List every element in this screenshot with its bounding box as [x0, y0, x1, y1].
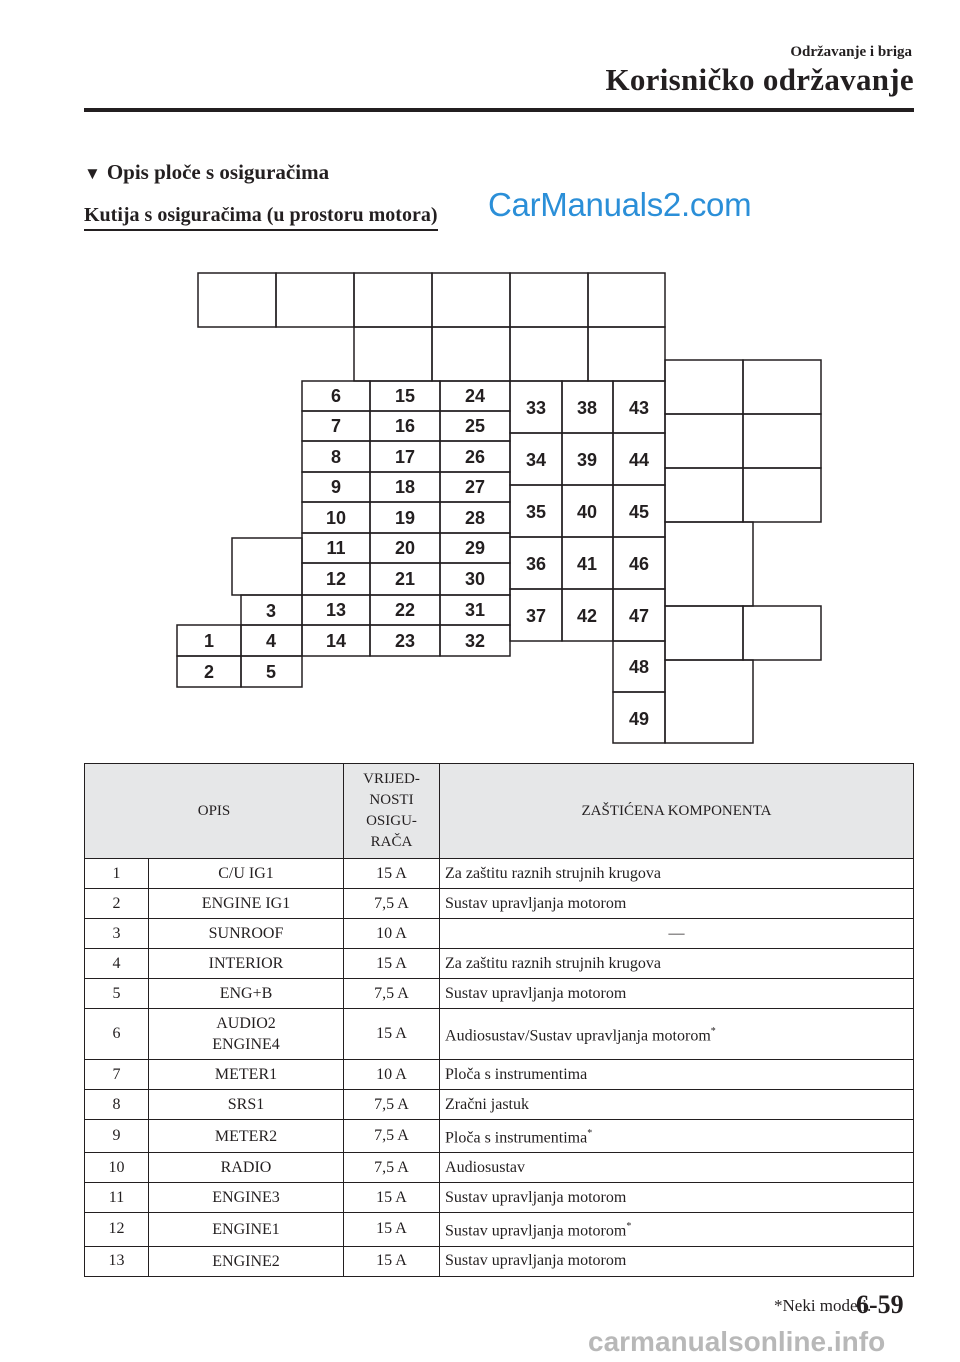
fuse-rating-cell: 15 A — [344, 1213, 440, 1246]
fuse-label: 24 — [464, 386, 486, 406]
protected-component-text: Ploča s instrumentima — [445, 1129, 588, 1147]
fuse-number-cell: 13 — [85, 1246, 149, 1276]
fuse-name-cell: SRS1 — [149, 1090, 344, 1120]
fuse-label: 10 — [325, 508, 347, 528]
fuse-label: 26 — [464, 447, 486, 467]
fuse-label: 20 — [394, 538, 416, 558]
table-row — [85, 1183, 914, 1213]
fuse-label: 22 — [394, 600, 416, 620]
protected-component-cell — [440, 889, 914, 919]
protected-component-cell — [440, 1246, 914, 1276]
fuse-label: 36 — [525, 554, 547, 574]
fuse-label: 47 — [628, 606, 650, 626]
table-row — [85, 1153, 914, 1183]
fuse-label: 1 — [203, 631, 215, 651]
table-row — [85, 1009, 914, 1060]
protected-component-text: Audiosustav/Sustav upravljanja motorom — [445, 1027, 711, 1045]
protected-component-cell — [440, 1153, 914, 1183]
table-row — [85, 1060, 914, 1090]
table-row — [85, 949, 914, 979]
fuse-label: 21 — [394, 569, 416, 589]
table-header-komponenta: ZAŠTIĆENA KOMPONENTA — [440, 764, 914, 859]
fuse-label: 43 — [628, 398, 650, 418]
fuse-number-cell: 12 — [85, 1213, 149, 1246]
fuse-label: 33 — [525, 398, 547, 418]
fuse-label: 13 — [325, 600, 347, 620]
fuse-name-cell: ENGINE2 — [149, 1246, 344, 1276]
fuse-label: 7 — [330, 416, 342, 436]
protected-component-text: Zračni jastuk — [445, 1095, 529, 1113]
protected-component-text: Sustav upravljanja motorom — [445, 894, 627, 912]
fuse-name-cell: SUNROOF — [149, 919, 344, 949]
fuse-number-cell: 11 — [85, 1183, 149, 1213]
fuse-label: 40 — [576, 502, 598, 522]
protected-component-cell — [440, 1120, 914, 1153]
table-row — [85, 1246, 914, 1276]
protected-component-cell — [440, 979, 914, 1009]
fuse-number-cell: 4 — [85, 949, 149, 979]
fuse-number-cell: 5 — [85, 979, 149, 1009]
table-row — [85, 1213, 914, 1246]
fuse-rating-cell: 7,5 A — [344, 1090, 440, 1120]
fuse-label: 2 — [203, 662, 215, 682]
protected-component-cell — [440, 1183, 914, 1213]
protected-component-text: — — [668, 924, 685, 942]
protected-component-cell — [440, 949, 914, 979]
table-header-vrijednost: VRIJED- NOSTI OSIGU- RAČA — [344, 764, 440, 859]
table-header-row — [85, 764, 914, 859]
fuse-name-cell: AUDIO2 ENGINE4 — [149, 1009, 344, 1060]
fuse-label: 48 — [628, 657, 650, 677]
fuse-rating-cell: 15 A — [344, 1009, 440, 1060]
protected-component-text: Audiosustav — [445, 1158, 526, 1176]
fuse-name-cell: METER2 — [149, 1120, 344, 1153]
protected-component-text: Sustav upravljanja motorom — [445, 984, 627, 1002]
protected-component-cell — [440, 1213, 914, 1246]
fuse-name-cell: ENGINE3 — [149, 1183, 344, 1213]
fuse-name-cell: RADIO — [149, 1153, 344, 1183]
fuse-label: 4 — [265, 631, 277, 651]
table-row — [85, 889, 914, 919]
fuse-rating-cell: 15 A — [344, 859, 440, 889]
fuse-label: 29 — [464, 538, 486, 558]
fuse-label: 3 — [265, 601, 277, 621]
fuse-label: 46 — [628, 554, 650, 574]
protected-component-text: Sustav upravljanja motorom — [445, 1188, 627, 1206]
fuse-table — [84, 763, 914, 1277]
fuse-name-cell: METER1 — [149, 1060, 344, 1090]
fuse-label: 30 — [464, 569, 486, 589]
fuse-rating-cell: 15 A — [344, 1246, 440, 1276]
table-header-opis: OPIS — [85, 764, 344, 859]
fuse-rating-cell: 7,5 A — [344, 1153, 440, 1183]
footnote-marker: * — [710, 1025, 716, 1037]
fuse-label: 23 — [394, 631, 416, 651]
triangle-marker-icon: ▼ — [84, 164, 101, 183]
fuse-rating-cell: 15 A — [344, 1183, 440, 1213]
fuse-label: 5 — [265, 662, 277, 682]
header-rule — [84, 108, 914, 112]
fuse-label: 15 — [394, 386, 416, 406]
fuse-number-cell: 1 — [85, 859, 149, 889]
fuse-label: 35 — [525, 502, 547, 522]
fuse-box-diagram — [160, 260, 830, 750]
fuse-label: 27 — [464, 477, 486, 497]
fuse-rating-cell: 10 A — [344, 919, 440, 949]
footer-watermark: carmanualsonline.info — [588, 1326, 886, 1357]
table-row — [85, 919, 914, 949]
page-number: 6-59 — [856, 1290, 904, 1319]
protected-component-text: Ploča s instrumentima — [445, 1065, 588, 1083]
fuse-label: 34 — [525, 450, 547, 470]
table-row — [85, 1090, 914, 1120]
fuse-label: 9 — [330, 477, 342, 497]
fuse-number-cell: 9 — [85, 1120, 149, 1153]
fuse-name-cell: ENG+B — [149, 979, 344, 1009]
fuse-number-cell: 6 — [85, 1009, 149, 1060]
protected-component-cell — [440, 1009, 914, 1060]
fuse-label: 16 — [394, 416, 416, 436]
fuse-label: 28 — [464, 508, 486, 528]
protected-component-cell — [440, 1090, 914, 1120]
fuse-label: 49 — [628, 709, 650, 729]
fuse-label: 37 — [525, 606, 547, 626]
protected-component-text: Sustav upravljanja motorom — [445, 1222, 627, 1240]
fuse-number-cell: 8 — [85, 1090, 149, 1120]
fuse-label: 45 — [628, 502, 650, 522]
header-section-label: Održavanje i briga — [790, 44, 912, 60]
fuse-label: 42 — [576, 606, 598, 626]
table-row — [85, 859, 914, 889]
fuse-label: 25 — [464, 416, 486, 436]
fuse-rating-cell: 7,5 A — [344, 889, 440, 919]
fuse-label: 38 — [576, 398, 598, 418]
protected-component-cell — [440, 919, 914, 949]
fuse-number-labels — [204, 386, 649, 729]
table-row — [85, 1120, 914, 1153]
fuse-label: 32 — [464, 631, 486, 651]
fuse-label: 12 — [325, 569, 347, 589]
footnote-marker: * — [587, 1128, 593, 1139]
fuse-number-cell: 2 — [85, 889, 149, 919]
protected-component-text: Za zaštitu raznih strujnih krugova — [445, 954, 661, 972]
fuse-name-cell: ENGINE IG1 — [149, 889, 344, 919]
fuse-label: 41 — [576, 554, 598, 574]
fuse-label: 19 — [394, 508, 416, 528]
fuse-label: 44 — [628, 450, 650, 470]
footnote: *Neki modeli. — [774, 1296, 872, 1315]
fuse-number-cell: 7 — [85, 1060, 149, 1090]
protected-component-cell — [440, 859, 914, 889]
fuse-label: 6 — [330, 386, 342, 406]
fuse-rating-cell: 7,5 A — [344, 979, 440, 1009]
table-row — [85, 979, 914, 1009]
fuse-label: 39 — [576, 450, 598, 470]
fuse-label: 8 — [330, 447, 342, 467]
header-chapter-title: Korisničko održavanje — [605, 62, 914, 97]
fuse-label: 18 — [394, 477, 416, 497]
fuse-label: 31 — [464, 600, 486, 620]
fuse-label: 17 — [394, 447, 416, 467]
fuse-rating-cell: 15 A — [344, 949, 440, 979]
fuse-rating-cell: 7,5 A — [344, 1120, 440, 1153]
protected-component-cell — [440, 1060, 914, 1090]
fuse-name-cell: ENGINE1 — [149, 1213, 344, 1246]
section-title — [84, 160, 329, 185]
fuse-name-cell: C/U IG1 — [149, 859, 344, 889]
protected-component-text: Sustav upravljanja motorom — [445, 1252, 627, 1270]
fuse-rating-cell: 10 A — [344, 1060, 440, 1090]
fuse-name-cell: INTERIOR — [149, 949, 344, 979]
fuse-label: 14 — [325, 631, 347, 651]
fuse-label: 11 — [326, 538, 346, 558]
protected-component-text: Za zaštitu raznih strujnih krugova — [445, 864, 661, 882]
watermark-logo: CarManuals2.com — [488, 186, 752, 223]
fuse-number-cell: 10 — [85, 1153, 149, 1183]
footnote-marker: * — [626, 1221, 632, 1233]
subsection-title: Kutija s osiguračima (u prostoru motora) — [84, 204, 438, 231]
section-title-text: Opis ploče s osiguračima — [106, 160, 330, 184]
fuse-number-cell: 3 — [85, 919, 149, 949]
